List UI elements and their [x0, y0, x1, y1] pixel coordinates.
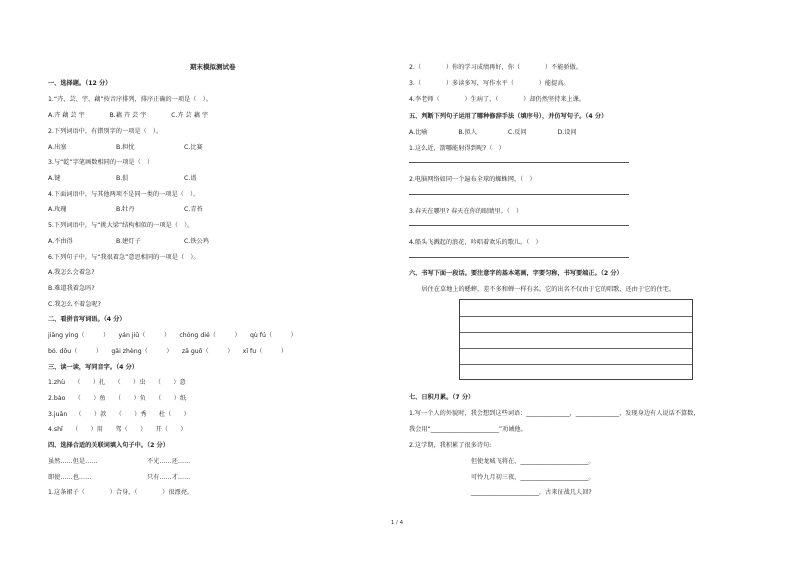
right-line: 4.船头飞溅起的浪花，吟唱着欢乐的歌儿。（ ） — [409, 239, 542, 246]
left-line: 1.“卉、芸、宇、藕”按音序排列，排序正确的一项是（ ）。 — [48, 96, 212, 103]
left-line: A.不由得 B.建灯子 C.铁公鸡 — [48, 238, 209, 245]
right-line: 2.电脑网络如同一个遍布全球的蜘蛛网。（ ） — [409, 176, 536, 183]
answer-line[interactable] — [409, 194, 629, 195]
left-line: jiāng yìng（ ） yán jiū（ ） chóng dié（ ） qù fú（ ） — [48, 332, 297, 339]
left-line: A.玫瑰 B.牡丹 C.青苔 — [48, 206, 203, 213]
answer-line[interactable] — [409, 257, 629, 258]
right-line: 2.（ ）你的学习成绩再好，你（ ）不能骄傲。 — [409, 64, 582, 71]
left-section-heading: 二、看拼音写词语。（4 分） — [48, 316, 126, 323]
left-section-heading: 四、选择合适的关联词填入句子中。（2 分） — [48, 442, 169, 449]
left-line: 4.shǐ （ ）用 驾（ ） 开（ ） — [48, 426, 187, 433]
right-section-heading: 六、书写下面一段话。要注意字的基本笔画，字要匀称，书写要端正。（2 分） — [409, 270, 623, 277]
right-line: 3.春天在哪里? 春天在你的眼睛里。（ ） — [409, 208, 523, 215]
exam-title: 期末模拟测试卷 — [190, 63, 236, 71]
page-number: 1 / 4 — [390, 520, 404, 526]
left-section-heading: 三、读一读，写同音字。（4 分） — [48, 364, 138, 371]
left-line: A.键 B.俱 C.谱 — [48, 175, 197, 182]
right-line: 2.这学期，我积累了很多诗句: — [409, 442, 492, 449]
right-line: 居住在草地上的蟋蟀，差不多和蝉一样有名。它的出名不仅由于它的唱歌，还由于它的住宅。 — [409, 286, 676, 293]
left-line: 5.下列词语中，与“挑大梁”结构相似的一项是（ ）。 — [48, 222, 194, 229]
right-section-heading: 五、判断下列句子运用了哪种修辞手法（填序号），并仿写句子。（4 分） — [409, 113, 608, 120]
left-line: A.卉 藕 芸 宇 B.藕 卉 芸 宇 C.卉 芸 藕 宇 — [48, 112, 209, 119]
left-line: 2.bào （ ）鱼 （ ）负 （ ）纸 — [48, 395, 187, 402]
left-line: 4.下面词语中，与其他两项不是同一类的一项是（ ）。 — [48, 191, 200, 198]
left-line: 3.与“乾”字笔画数相同的一项是（ ） — [48, 159, 154, 166]
answer-line[interactable] — [409, 225, 629, 226]
left-line: bó. dōu（ ） gǎi zhèng（ ） zā guō（ ） xī fu（ ） — [48, 348, 288, 355]
left-line: 1.这条裙子（ ）合身，（ ）很漂亮。 — [48, 489, 194, 496]
left-line: 3.juān （ ）款 （ ）秀 杜（ ） — [48, 411, 190, 418]
answer-line[interactable] — [409, 162, 629, 163]
left-line: 即使……也…… 只有……才…… — [48, 474, 191, 481]
left-section-heading: 一、选择题。（12 分） — [48, 80, 112, 87]
left-line: A.我怎么会着急? — [48, 269, 95, 276]
right-section-heading: 七、日积月累。（7 分） — [409, 394, 475, 401]
right-line: 1.这么近，箭哪能射得到呢?（ ） — [409, 145, 505, 152]
handwriting-box[interactable] — [459, 299, 693, 380]
left-line: 1.zhù （ ）扎 （ ）虫 （ ）意 — [48, 379, 186, 386]
right-line: 我会用“______________________”劝诫他。 — [409, 426, 527, 433]
right-line: A.比喻 B.拟人 C.反问 D.设问 — [409, 129, 577, 136]
right-line: 但使龙城飞将在，______________________。 — [409, 458, 595, 465]
left-line: 2.下列词语中，有错别字的一项是（ ）。 — [48, 128, 163, 135]
left-line: 6.下列句子中，与“我很着急”意思相同的一项是（ ）。 — [48, 254, 200, 261]
right-line: 3.（ ）多读多写，写作水平（ ）能提高。 — [409, 80, 570, 87]
right-line: ______________________，古来征战几人回? — [409, 489, 592, 496]
left-line: C.我怎么不着急呢? — [48, 301, 101, 308]
left-line: 虽然……但是…… 不光……还…… — [48, 458, 191, 465]
right-line: 1.写一个人的外貌时，我会想到这些词语：______________，______________，发现身边有人说话不算数， — [409, 410, 700, 417]
right-line: 4.李老师（ ）生病了，（ ）却仍然坚持来上课。 — [409, 96, 586, 103]
left-line: A.出塞 B.担忧 C.比赛 — [48, 144, 203, 151]
left-line: B.难道我着急吗? — [48, 285, 95, 292]
right-line: 可怜九月初三夜，______________________。 — [409, 474, 595, 481]
